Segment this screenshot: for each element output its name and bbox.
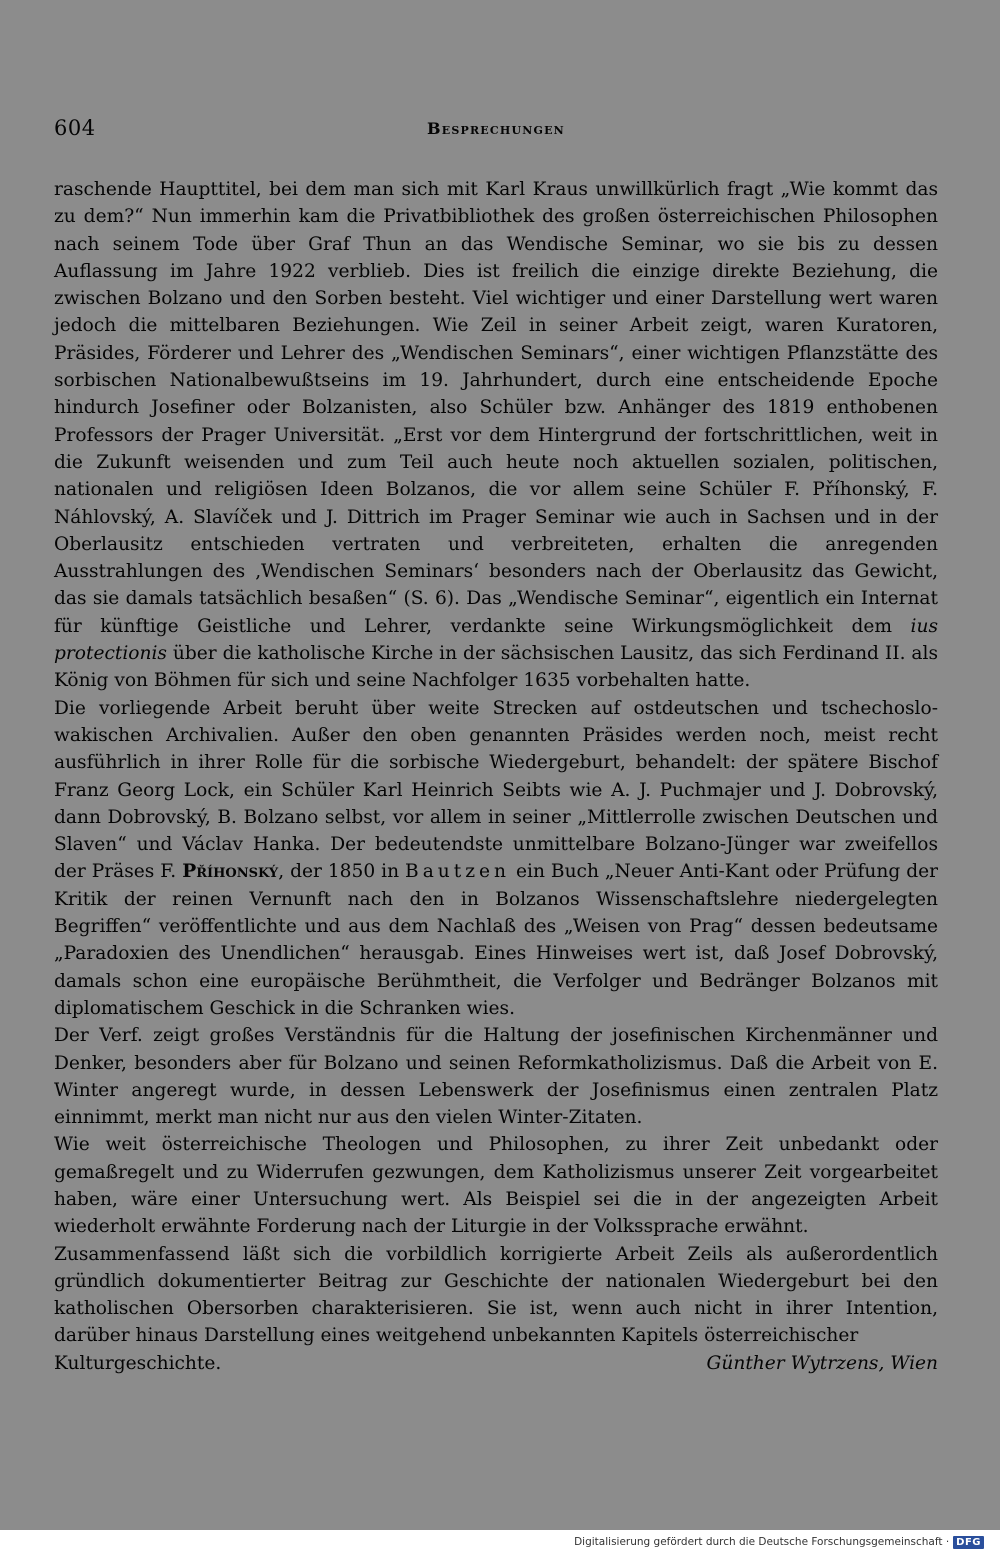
paragraph-2-text-b: , der 1850 in [278, 861, 400, 883]
footer-credit: Digitalisierung gefördert durch die Deutsche Forschungsgemeinschaft · [574, 1536, 950, 1548]
paragraph-1-text-b: über die katholische Kirche in der sächsischen Lausitz, das sich Ferdinand II. als König von Böhmen für sich und seine Nachfolger 1635 vorbehalten hatte. [54, 643, 938, 692]
reviewer-signature: Günther Wytrzens, Wien [706, 1352, 938, 1374]
paragraph-4: Wie weit österreichische Theologen und Philosophen, zu ihrer Zeit unbedankt oder gemaßregelt und zu Widerrufen gezwungen, dem Katholizismus unserer Zeit vorgearbeitet haben, wäre einer Untersuchung wert. Als Beispiel sei die in der angezeigten Arbeit wiederholt erwähnte Forderung nach der Liturgie in der Volkssprache erwähnt. [54, 1134, 938, 1238]
running-head: Besprechungen [427, 119, 565, 138]
paragraph-2-text-a: Die vorliegende Arbeit beruht über weite Strecken auf ostdeutschen und tschechoslowakischen Archivalien. Außer den oben genannten Präsides werden noch, meist recht ausführlich in ihrer Rolle für die sorbische Wiedergeburt, behandelt: der spätere Bischof Franz Georg Lock, ein Schüler Karl Heinrich Seibts wie A. J. Puchmajer und J. Dobrovský, dann Dobrovský, B. Bolzano selbst, vor allem in seiner „Mittlerrolle zwischen Deutschen und Slaven“ und Václav Hanka. Der bedeutendste unmittelbare Bolzano-Jünger war zweifellos der Präses F. [54, 697, 938, 883]
page-number: 604 [54, 116, 96, 140]
paragraph-5-last-word: Kulturgeschichte. [54, 1352, 222, 1374]
paragraph-2-text-c: ein Buch „Neuer Anti-Kant oder Prüfung der Kritik der reinen Vernunft nach den in Bolzanos Wissenschaftslehre niedergelegten Begriffen“ veröffentlichte und aus dem Nachlaß des „Weisen von Prag“ dessen bedeutsame „Paradoxien des Unendlichen“ herausgab. Eines Hinweises wert ist, daß Josef Dobrovský, damals schon eine europäische Berühmtheit, die Verfolger und Bedränger Bolzanos mit diplomatischem Geschick in die Schranken wies. [54, 861, 938, 1019]
digitization-footer [574, 1533, 984, 1551]
paragraph-1 [54, 176, 938, 695]
paragraph-5: Zusammenfassend läßt sich die vorbildlich korrigierte Arbeit Zeils als außerordentlich gründlich dokumentierter Beitrag zur Geschichte der nationalen Wiedergeburt bei den katholischen Obersorben charakterisieren. Sie ist, wenn auch nicht in ihrer Intention, darüber hinaus Darstellung eines weitgehend unbekannten Kapitels österreichischer [54, 1243, 938, 1347]
closing-line [54, 1350, 938, 1377]
italic-term: ius protectionis [54, 615, 938, 665]
place-name-spaced: Bautzen [405, 861, 511, 883]
dfg-logo-icon: DFG [953, 1536, 984, 1549]
paragraph-2 [54, 695, 938, 1023]
page-header [54, 116, 938, 146]
person-name-smallcaps: Příhonský [182, 861, 279, 883]
paragraph-3: Der Verf. zeigt großes Verständnis für die Haltung der josefinischen Kirchenmänner und Denker, besonders aber für Bolzano und seinen Reformkatholizismus. Daß die Arbeit von E. Winter angeregt wurde, in dessen Lebenswerk der Josefinismus einen zentralen Platz einnimmt, merkt man nicht nur aus den vielen Winter-Zitaten. [54, 1025, 938, 1129]
paragraph-1-text-a: raschende Haupttitel, bei dem man sich mit Karl Kraus unwillkürlich fragt „Wie kommt das zu dem?“ Nun immerhin kam die Privatbibliothek des großen österreichischen Philosophen nach seinem Tode über Graf Thun an das Wendische Seminar, wo sie bis zu dessen Auflassung im Jahre 1922 verblieb. Dies ist freilich die einzige direkte Beziehung, die zwischen Bolzano und den Sorben besteht. Viel wichtiger und einer Darstellung wert waren jedoch die mittelbaren Beziehungen. Wie Zeil in seiner Arbeit zeigt, waren Kuratoren, Präsides, Förderer und Lehrer des „Wendischen Seminars“, einer wichtigen Pflanzstätte des sorbischen Nationalbewußtseins im 19. Jahrhundert, durch eine entscheidende Epoche hindurch Josefiner oder Bolzanisten, also Schüler bzw. Anhänger des 1819 enthobenen Professors der Prager Universität. „Erst vor dem Hintergrund der fortschrittlichen, weit in die Zukunft weisenden und zum Teil auch heute noch aktuellen sozialen, politischen, nationalen und religiösen Ideen Bolzanos, die vor allem seine Schüler F. Příhonský, F. Náhlovský, A. Slavíček und J. Dittrich im Prager Seminar wie auch in Sachsen und in der Oberlausitz entschieden vertraten und verbreiteten, erhalten die anregenden Ausstrahlungen des ‚Wendischen Seminars‘ besonders nach der Oberlausitz das Gewicht, das sie damals tatsächlich besaßen“ (S. 6). Das „Wendische Seminar“, eigentlich ein Internat für künftige Geistliche und Lehrer, verdankte seine Wirkungsmöglichkeit dem [54, 179, 938, 637]
review-body [54, 176, 938, 1377]
